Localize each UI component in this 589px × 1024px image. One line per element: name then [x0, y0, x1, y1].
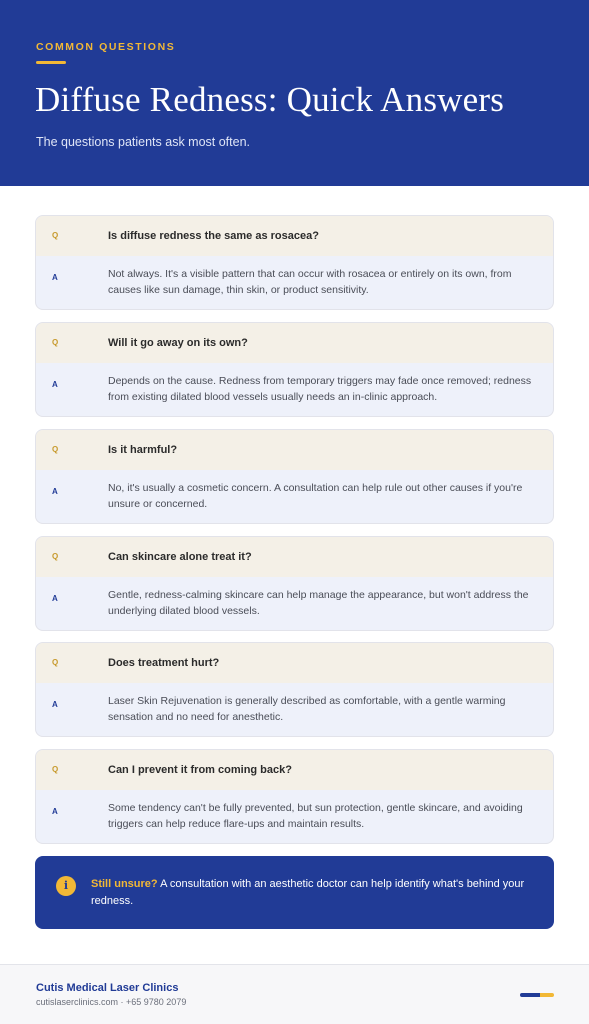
faq-answer: No, it's usually a cosmetic concern. A consultation can help rule out other causes if you're unsure or concerned. — [108, 482, 523, 510]
faq-question-row — [36, 750, 553, 790]
clinic-contact: cutislaserclinics.com · +65 9780 2079 — [36, 997, 187, 1007]
faq-answer-row — [36, 577, 553, 630]
faq-card — [35, 429, 554, 524]
question-marker: Q — [52, 658, 59, 667]
answer-marker: A — [52, 807, 58, 816]
faq-question: Will it go away on its own? — [108, 337, 248, 349]
answer-marker: A — [52, 594, 58, 603]
info-icon: i — [56, 876, 76, 896]
callout-text — [91, 876, 539, 910]
answer-marker: A — [52, 273, 58, 282]
accent-gold-segment — [540, 993, 554, 997]
faq-answer-row — [36, 790, 553, 843]
faq-question: Can I prevent it from coming back? — [108, 764, 292, 776]
question-marker: Q — [52, 231, 59, 240]
callout-lead: Still unsure? — [91, 878, 158, 890]
footer-accent-bar — [520, 993, 554, 997]
question-marker: Q — [52, 765, 59, 774]
faq-question-row — [36, 216, 553, 256]
faq-answer: Not always. It's a visible pattern that can occur with rosacea or entirely on its own, from causes like sun damage, thin skin, or product sensitivity. — [108, 268, 512, 296]
page-title: Diffuse Redness: Quick Answers — [35, 80, 505, 119]
accent-blue-segment — [520, 993, 540, 997]
page-footer — [0, 964, 589, 1024]
faq-question: Can skincare alone treat it? — [108, 551, 252, 563]
answer-marker: A — [52, 380, 58, 389]
faq-answer: Laser Skin Rejuvenation is generally described as comfortable, with a gentle warming sensation and no need for anesthetic. — [108, 695, 506, 723]
faq-question: Is diffuse redness the same as rosacea? — [108, 230, 319, 242]
question-marker: Q — [52, 445, 59, 454]
faq-answer-row — [36, 470, 553, 523]
page-subtitle: The questions patients ask most often. — [36, 135, 251, 149]
faq-question-row — [36, 537, 553, 577]
callout-body: A consultation with an aesthetic doctor can help identify what's behind your redness. — [91, 878, 525, 907]
faq-question: Is it harmful? — [108, 444, 178, 456]
page-header — [0, 0, 589, 186]
faq-answer-row — [36, 256, 553, 309]
faq-answer: Some tendency can't be fully prevented, but sun protection, gentle skincare, and avoiding triggers can help reduce flare-ups and maintain results. — [108, 802, 523, 830]
eyebrow-label: COMMON QUESTIONS — [36, 41, 176, 53]
faq-question-row — [36, 643, 553, 683]
faq-card — [35, 322, 554, 417]
faq-question-row — [36, 430, 553, 470]
eyebrow-underline — [36, 61, 66, 64]
faq-answer: Depends on the cause. Redness from temporary triggers may fade once removed; redness from existing dilated blood vessels usually needs an in-clinic approach. — [108, 375, 532, 403]
consultation-callout — [35, 856, 554, 929]
faq-answer-row — [36, 683, 553, 736]
faq-answer: Gentle, redness-calming skincare can help manage the appearance, but won't address the underlying dilated blood vessels. — [108, 589, 529, 617]
answer-marker: A — [52, 487, 58, 496]
faq-question: Does treatment hurt? — [108, 657, 220, 669]
faq-card — [35, 749, 554, 844]
faq-question-row — [36, 323, 553, 363]
question-marker: Q — [52, 552, 59, 561]
faq-answer-row — [36, 363, 553, 416]
faq-card — [35, 642, 554, 737]
question-marker: Q — [52, 338, 59, 347]
faq-card — [35, 536, 554, 631]
answer-marker: A — [52, 700, 58, 709]
faq-card — [35, 215, 554, 310]
clinic-name: Cutis Medical Laser Clinics — [36, 982, 179, 994]
